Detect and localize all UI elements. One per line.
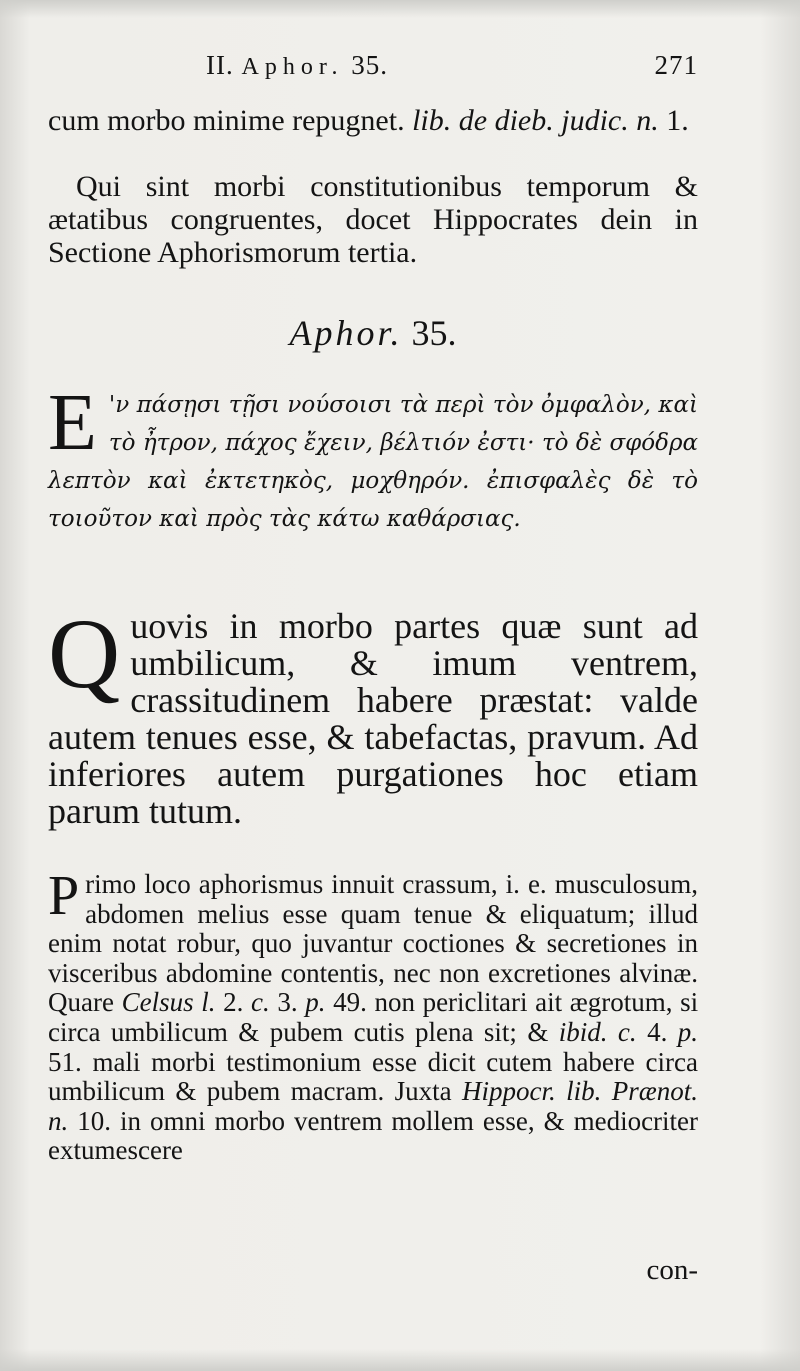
citation-ibid-p-label: p. (677, 1016, 698, 1047)
commentary-paragraph (48, 865, 699, 1166)
commentary-text-3: mali morbi testimonium esse dicit cutem habere circa umbilicum & pubem macram. Juxta (48, 1046, 699, 1107)
page-number: 271 (654, 50, 698, 80)
latin-drop-cap: Q (48, 598, 121, 709)
citation-celsus-chapter: 3. (277, 987, 298, 1018)
running-head (48, 50, 698, 90)
citation-ibid-page: 51. (48, 1046, 82, 1077)
citation-celsus-page: 49. (333, 987, 367, 1018)
citation-celsus-book: 2. (223, 987, 244, 1018)
citation-celsus: Celsus l. (121, 987, 216, 1018)
latin-aphorism-text: uovis in morbo partes quæ sunt ad umbilicum, & imum ventrem, crassitudinem habere præstat: valde autem tenues esse, & tabefactas, pravum. Ad inferiores autem purgationes hoc etiam parum tutum. (48, 606, 698, 831)
page-shadow-bottom (0, 1349, 800, 1371)
running-head-word: Aphor. (241, 54, 344, 80)
page-shadow-top (0, 0, 800, 18)
continuation-reference-number: 1. (666, 104, 689, 137)
citation-ibid: ibid. c. (558, 1016, 637, 1047)
greek-aphorism-text: 'ν πάσῃσι τῇσι νούσοισι τὰ περὶ τὸν ὀμφαλὸν, καὶ τὸ ἦτρον, πάχος ἔχειν, βέλτιόν ἐστι· τὸ δὲ σφόδρα λεπτὸν καὶ ἐκτετηκὸς, μοχθηρόν. ἐπισφαλὲς δὲ τὸ τοιοῦτον καὶ πρὸς τὰς κάτω καθάρσιας. (48, 392, 698, 532)
aphorism-heading-number: 35. (411, 313, 457, 353)
citation-celsus-c-label: c. (250, 987, 270, 1018)
latin-aphorism (48, 598, 698, 831)
continuation-reference: lib. de dieb. judic. n. (412, 104, 659, 137)
aphorism-heading-label: Aphor. (289, 313, 403, 353)
running-head-section: II. (206, 50, 234, 80)
commentary-text-1: rimo loco aphorismus innuit crassum, i. e. musculosum, abdomen melius esse quam tenue & eliquatum; illud enim notat robur, quo juvantur coctiones & secretiones in visceribus abdomine contentis, nec non excretiones alvinæ. Quare (48, 869, 698, 1018)
continuation-paragraph (48, 104, 698, 137)
commentary-drop-cap: P (48, 865, 80, 927)
qui-paragraph: Qui sint morbi constitutionibus temporum & ætatibus congruentes, docet Hippocrates dein in Sectione Aphorismorum tertia. (48, 170, 698, 269)
catchword: con- (646, 1254, 698, 1286)
citation-celsus-p-label: p. (305, 987, 326, 1018)
running-head-title (206, 50, 388, 81)
commentary-text-4: in omni morbo ventrem mollem esse, & mediocriter extumescere (48, 1105, 699, 1166)
greek-aphorism (48, 379, 698, 538)
citation-ibid-chapter: 4. (647, 1016, 668, 1047)
aphorism-heading (48, 312, 698, 354)
citation-hippocrates: Hippocr. lib. Prænot. n. (48, 1076, 699, 1136)
citation-hippocrates-number: 10. (77, 1105, 111, 1136)
greek-drop-cap: Ε (48, 379, 97, 467)
continuation-text: cum morbo minime repugnet. (48, 104, 405, 137)
running-head-aphorism-number: 35. (351, 50, 388, 80)
commentary-text-2: non periclitari ait ægrotum, si circa umbilicum & pubem cutis plena sit; & (48, 987, 699, 1047)
